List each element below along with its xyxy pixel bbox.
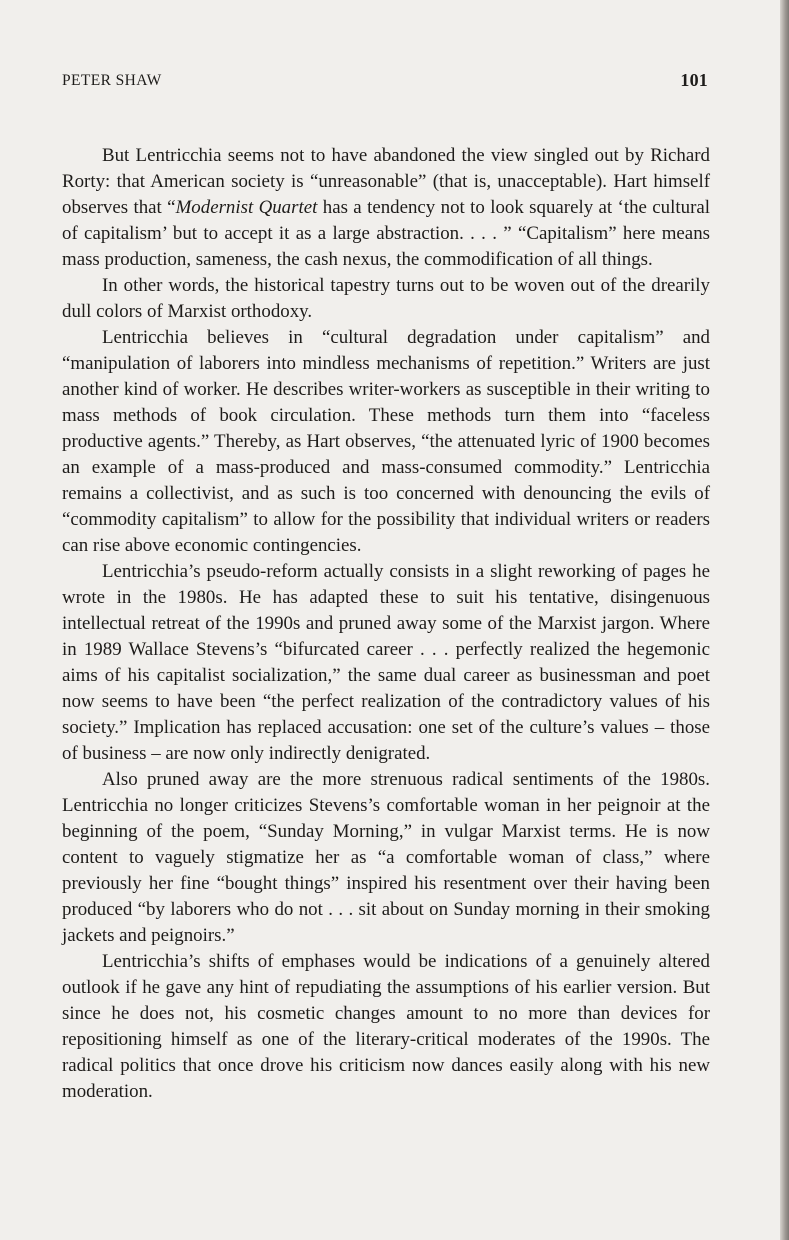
paragraph: Lentricchia believes in “cultural degradation under capitalism” and “manipulation of laborers into mindless mechanisms of repetition.” Writers are just another kind of worker. He describes writer-workers as susceptible in their writing to mass methods of book circulation. These methods turn them into “faceless productive agents.” Thereby, as Hart observes, “the attenuated lyric of 1900 becomes an example of a mass-produced and mass-consumed commodity.” Lentricchia remains a collectivist, and as such is too concerned with denouncing the evils of “commodity capitalism” to allow for the possibility that individual writers or readers can rise above economic contingencies. [62, 327, 710, 556]
running-head-author: PETER SHAW [62, 72, 162, 89]
body-text [62, 143, 710, 1105]
running-head [62, 70, 708, 96]
page-number: 101 [680, 70, 708, 90]
paragraph: But Lentricchia seems not to have abandoned the view singled out by Richard Rorty: that American society is “unreasonable” (that is, unacceptable). Hart himself observes that “Modernist Quartet has a tendency not to look squarely at ‘the cultural of capitalism’ but to accept it as a large abstraction. . . . ” “Capitalism” here means mass production, sameness, the cash nexus, the commodification of all things. [62, 145, 710, 270]
page-edge [780, 0, 789, 1240]
book-title: Modernist Quartet [175, 197, 318, 218]
paragraph: Lentricchia’s shifts of emphases would be indications of a genuinely altered outlook if he gave any hint of repudiating the assumptions of his earlier version. But since he does not, his cosmetic changes amount to no more than devices for repositioning himself as one of the literary-critical moderates of the 1990s. The radical politics that once drove his criticism now dances easily along with his new moderation. [62, 951, 710, 1102]
paragraph: In other words, the historical tapestry turns out to be woven out of the drearily dull colors of Marxist orthodoxy. [62, 275, 710, 322]
paragraph: Also pruned away are the more strenuous radical sentiments of the 1980s. Lentricchia no longer criticizes Stevens’s comfortable woman in her peignoir at the beginning of the poem, “Sunday Morning,” in vulgar Marxist terms. He is now content to vaguely stigmatize her as “a comfortable woman of class,” where previously her fine “bought things” inspired his resentment over their having been produced “by laborers who do not . . . sit about on Sunday morning in their smoking jackets and peignoirs.” [62, 769, 710, 946]
paragraph: Lentricchia’s pseudo-reform actually consists in a slight reworking of pages he wrote in the 1980s. He has adapted these to suit his tentative, disingenuous intellectual retreat of the 1990s and pruned away some of the Marxist jargon. Where in 1989 Wallace Stevens’s “bifurcated career . . . perfectly realized the hegemonic aims of his capitalist socialization,” the same dual career as businessman and poet now seems to have been “the perfect realization of the contradictory values of his society.” Implication has replaced accusation: one set of the culture’s values – those of business – are now only indirectly denigrated. [62, 561, 710, 764]
